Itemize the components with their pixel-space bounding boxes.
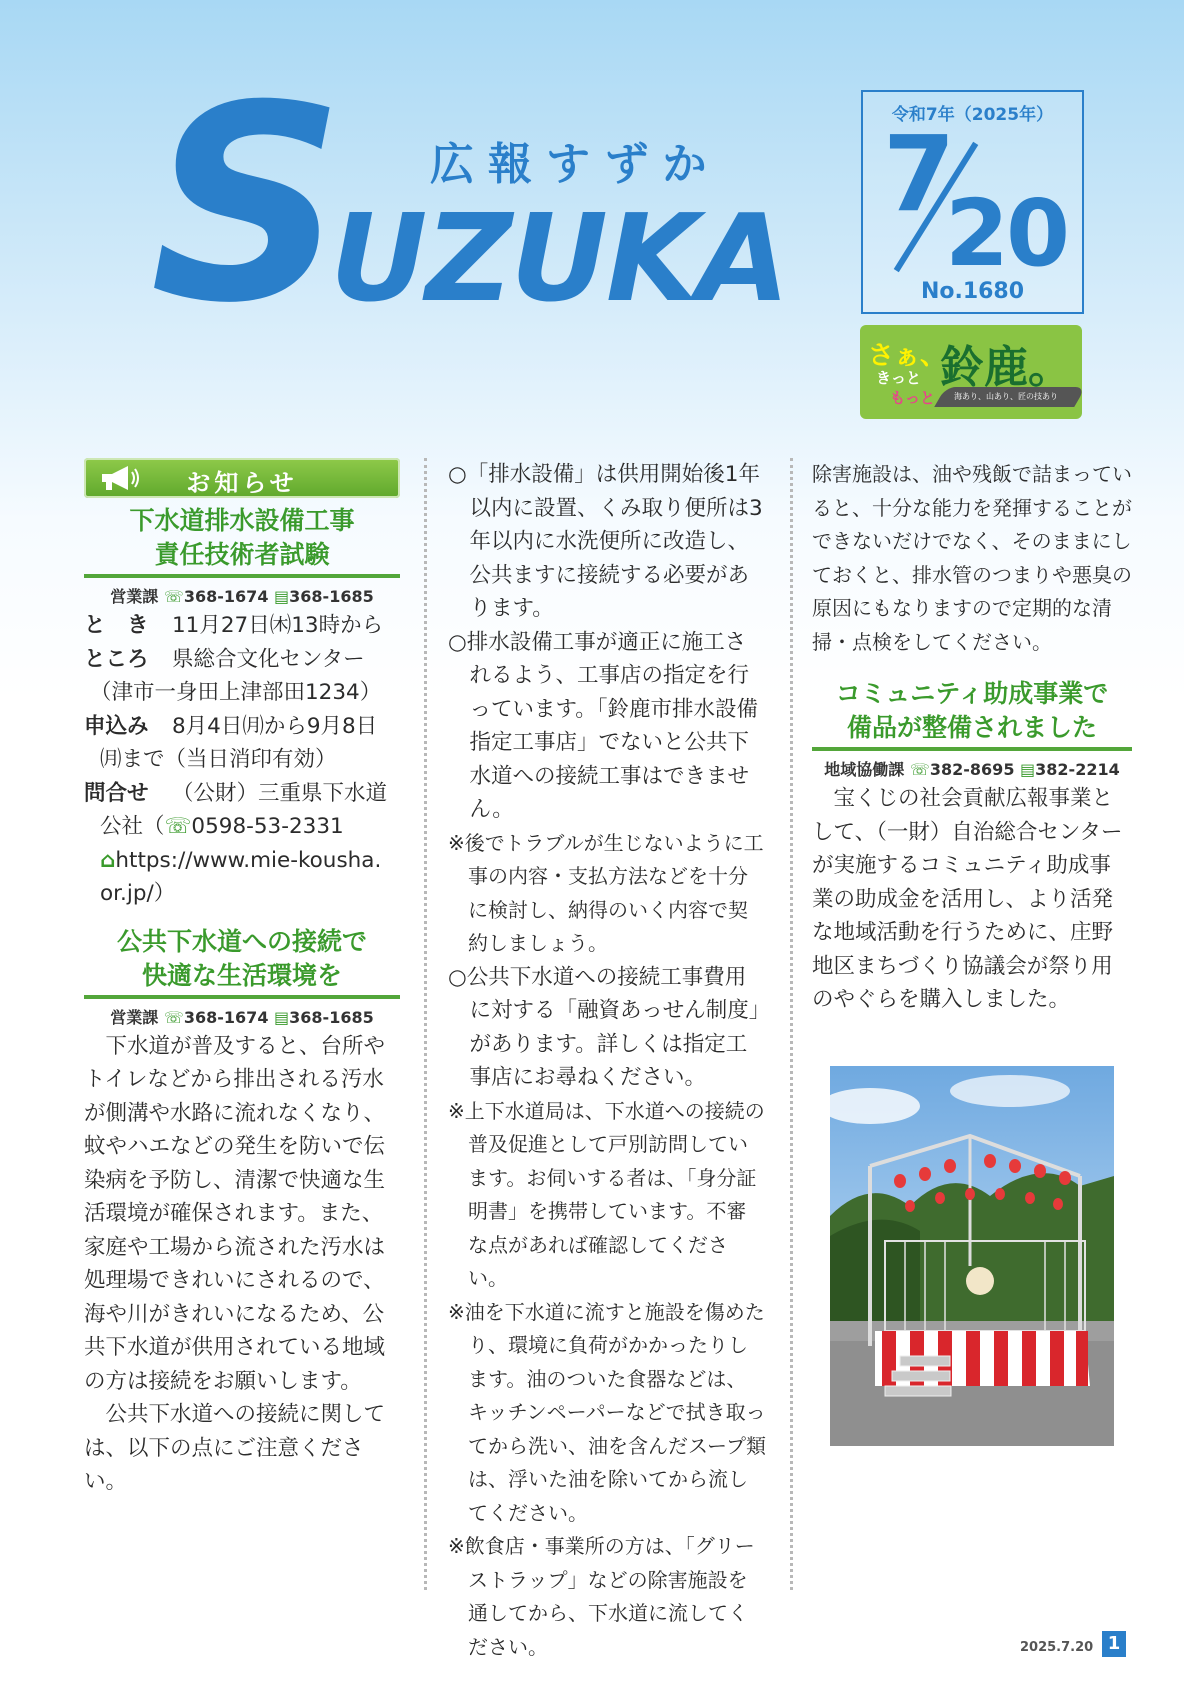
fax-icon: ▤ [1020, 760, 1036, 779]
contact-line [84, 1005, 400, 1028]
contact-dept: 地域協働課 [824, 760, 905, 779]
row-value: 11月27日㈭13時から [172, 613, 384, 638]
masthead [0, 0, 1184, 430]
column-1 [84, 458, 400, 1499]
inquiry-url-line [84, 844, 400, 878]
footer-date: 2025.7.20 [1020, 1640, 1094, 1655]
note-mark: ※ [448, 830, 465, 855]
place-address: （津市一身田上津部田1234） [90, 680, 382, 705]
item-text: 後でトラブルが生じないように工事の内容・支払方法などを十分に検討し、納得のいく内容で契約しましょう。 [464, 830, 764, 955]
body-paragraph: 下水道が普及すると、台所やトイレなどから排出される汚水が側溝や水路に流れなくなり、蚊やハエなどの発生を防いで伝染病を予防し、清潔で快適な生活環境が確保されます。また、家庭や工場から流された汚水は処理場できれいにされるので、海や川がきれいになるため、公共下水道が供用されている地域の方は接続をお願いします。 [84, 1033, 386, 1394]
title-line: コミュニティ助成事業で [835, 679, 1109, 708]
logo-s: S [150, 47, 341, 362]
inquiry-tel-line [84, 810, 400, 844]
title-line: 公共下水道への接続で [116, 926, 367, 956]
tagline-motto: もっと [890, 389, 936, 407]
city-tagline-logo [860, 325, 1082, 419]
column-divider [424, 458, 427, 1590]
column-2 [448, 458, 766, 1664]
tagline-sub: 海あり、山あり、匠の技あり [954, 392, 1058, 401]
row-value: 県総合文化センター [172, 646, 365, 672]
article-community-grant [812, 677, 1132, 1017]
notice-title: お知らせ [186, 469, 298, 497]
phone-icon: ☏ [909, 760, 930, 779]
inquiry-url-end[interactable]: or.jp/） [100, 881, 176, 906]
home-icon: ⌂ [100, 847, 116, 873]
phone-icon: ☏ [163, 1007, 184, 1027]
title-rule [84, 574, 400, 578]
row-value: （公財）三重県下水道 [172, 780, 388, 806]
logo-uzuka: UZUKA [330, 190, 788, 329]
contact-fax: 368-1685 [289, 587, 374, 606]
column-divider [790, 458, 793, 1590]
phone-icon: ☏ [164, 814, 192, 839]
yagura-illustration [830, 1066, 1114, 1446]
row-label: 問合せ [84, 780, 149, 806]
title-line: 快適な生活環境を [141, 960, 342, 990]
note-item [448, 1296, 766, 1531]
item-text: 公共下水道への接続工事費用に対する「融資あっせん制度」があります。詳しくは指定工事店にお尋ねください。 [466, 964, 760, 1090]
title-rule [84, 995, 400, 999]
list-item [448, 626, 766, 827]
note-mark: ※ [448, 1098, 465, 1123]
item-text: 排水設備工事が適正に施工されるよう、工事店の指定を行っています。「鈴鹿市排水設備指定工事店」でないと公共下水道への接続工事はできません。 [466, 629, 759, 822]
article-title [812, 677, 1132, 745]
tagline-suzuka: 鈴鹿。 [940, 342, 1072, 393]
item-text: 飲食店・事業所の方は、「グリーストラップ」などの除害施設を通してから、下水道に流してください。 [464, 1534, 755, 1659]
tagline-kitto: きっと [876, 369, 922, 387]
issue-date-box [861, 90, 1084, 314]
tagline-saa: さぁ、 [868, 341, 947, 371]
phone-icon: ☏ [163, 587, 184, 606]
body-paragraph: 宝くじの社会貢献広報事業として、（一財）自治総合センターが実施するコミュニティ助成事業の助成金を活用し、より活発な地域活動を行うために、庄野地区まちづくり協議会が祭り用のやぐらを購入しました。 [812, 786, 1123, 1012]
info-row-where [84, 643, 400, 677]
yagura-photo [830, 1066, 1114, 1446]
article-sewer-connection [84, 925, 400, 1499]
contact-tel: 368-1674 [183, 587, 269, 606]
bullet-mark: ○ [448, 964, 467, 990]
note-item [448, 1095, 766, 1296]
item-text: 「排水設備」は供用開始後1年以内に設置、くみ取り便所は3年以内に水洗便所に改造し、公共ますに接続する必要があります。 [466, 462, 763, 621]
title-rule [812, 747, 1132, 751]
fax-icon: ▤ [274, 1007, 290, 1027]
contact-line [84, 584, 400, 607]
column-3 [812, 458, 1132, 1017]
row-label: 申込み [84, 713, 149, 739]
item-text: 油を下水道に流すと施設を傷めたり、環境に負荷がかかったりします。油のついた食器などは、キッチンペーパーなどで拭き取ってから洗い、油を含んだスープ類は、浮いた油を除いてから流してください。 [464, 1299, 766, 1525]
article-title [84, 504, 400, 572]
row-label: と き [84, 613, 149, 638]
contact-tel: 382-8695 [929, 760, 1015, 779]
contact-dept: 営業課 [110, 587, 159, 606]
note-item [448, 1530, 766, 1664]
issue-month: 7 [883, 113, 956, 235]
inquiry-org: 公社（ [100, 814, 165, 839]
apply-continued: ㈪まで（当日消印有効） [100, 747, 337, 772]
title-line: 備品が整備されました [846, 713, 1097, 742]
row-value: 8月4日㈪から9月8日 [172, 713, 378, 739]
notice-banner [84, 458, 400, 498]
row-label: ところ [84, 646, 149, 672]
contact-dept: 営業課 [110, 1007, 159, 1027]
note-item [448, 827, 766, 961]
note-mark: ※ [448, 1534, 465, 1558]
contact-line [812, 757, 1132, 780]
inquiry-tel: 0598-53-2331 [191, 814, 344, 839]
bullet-mark: ○ [448, 629, 467, 655]
info-row-when [84, 609, 400, 643]
list-item [448, 961, 766, 1095]
contact-fax: 368-1685 [289, 1007, 374, 1027]
issue-day: 20 [945, 180, 1068, 287]
list-item [448, 458, 766, 626]
info-row-inquiry [84, 777, 400, 811]
contact-fax: 382-2214 [1035, 760, 1120, 779]
item-text: 上下水道局は、下水道への接続の普及促進として戸別訪問しています。お伺いする者は、「身分証明書」を携帯しています。不審な点があれば確認してください。 [464, 1098, 765, 1290]
issue-number: No.1680 [920, 279, 1025, 304]
contact-tel: 368-1674 [183, 1007, 269, 1027]
era-year: 令和7年（2025年） [891, 105, 1054, 125]
bullet-mark: ○ [448, 462, 467, 487]
page-number: 1 [1102, 1631, 1126, 1657]
article-title [84, 925, 400, 993]
body-paragraph: 公共下水道への接続に関しては、以下の点にご注意ください。 [84, 1402, 386, 1494]
info-row-apply [84, 710, 400, 744]
inquiry-url[interactable]: https://www.mie-kousha. [115, 847, 382, 873]
title-line: 責任技術者試験 [154, 540, 330, 569]
note-mark: ※ [448, 1299, 465, 1324]
article-sewer-exam [84, 504, 400, 911]
title-line: 下水道排水設備工事 [129, 506, 355, 535]
fax-icon: ▤ [274, 587, 290, 606]
continued-note: 除害施設は、油や残飯で詰まっていると、十分な能力を発揮することができないだけでなく、そのままにしておくと、排水管のつまりや悪臭の原因にもなりますので定期的な清掃・点検をしてください。 [812, 462, 1132, 654]
publication-title: 広報すずか [430, 139, 721, 190]
